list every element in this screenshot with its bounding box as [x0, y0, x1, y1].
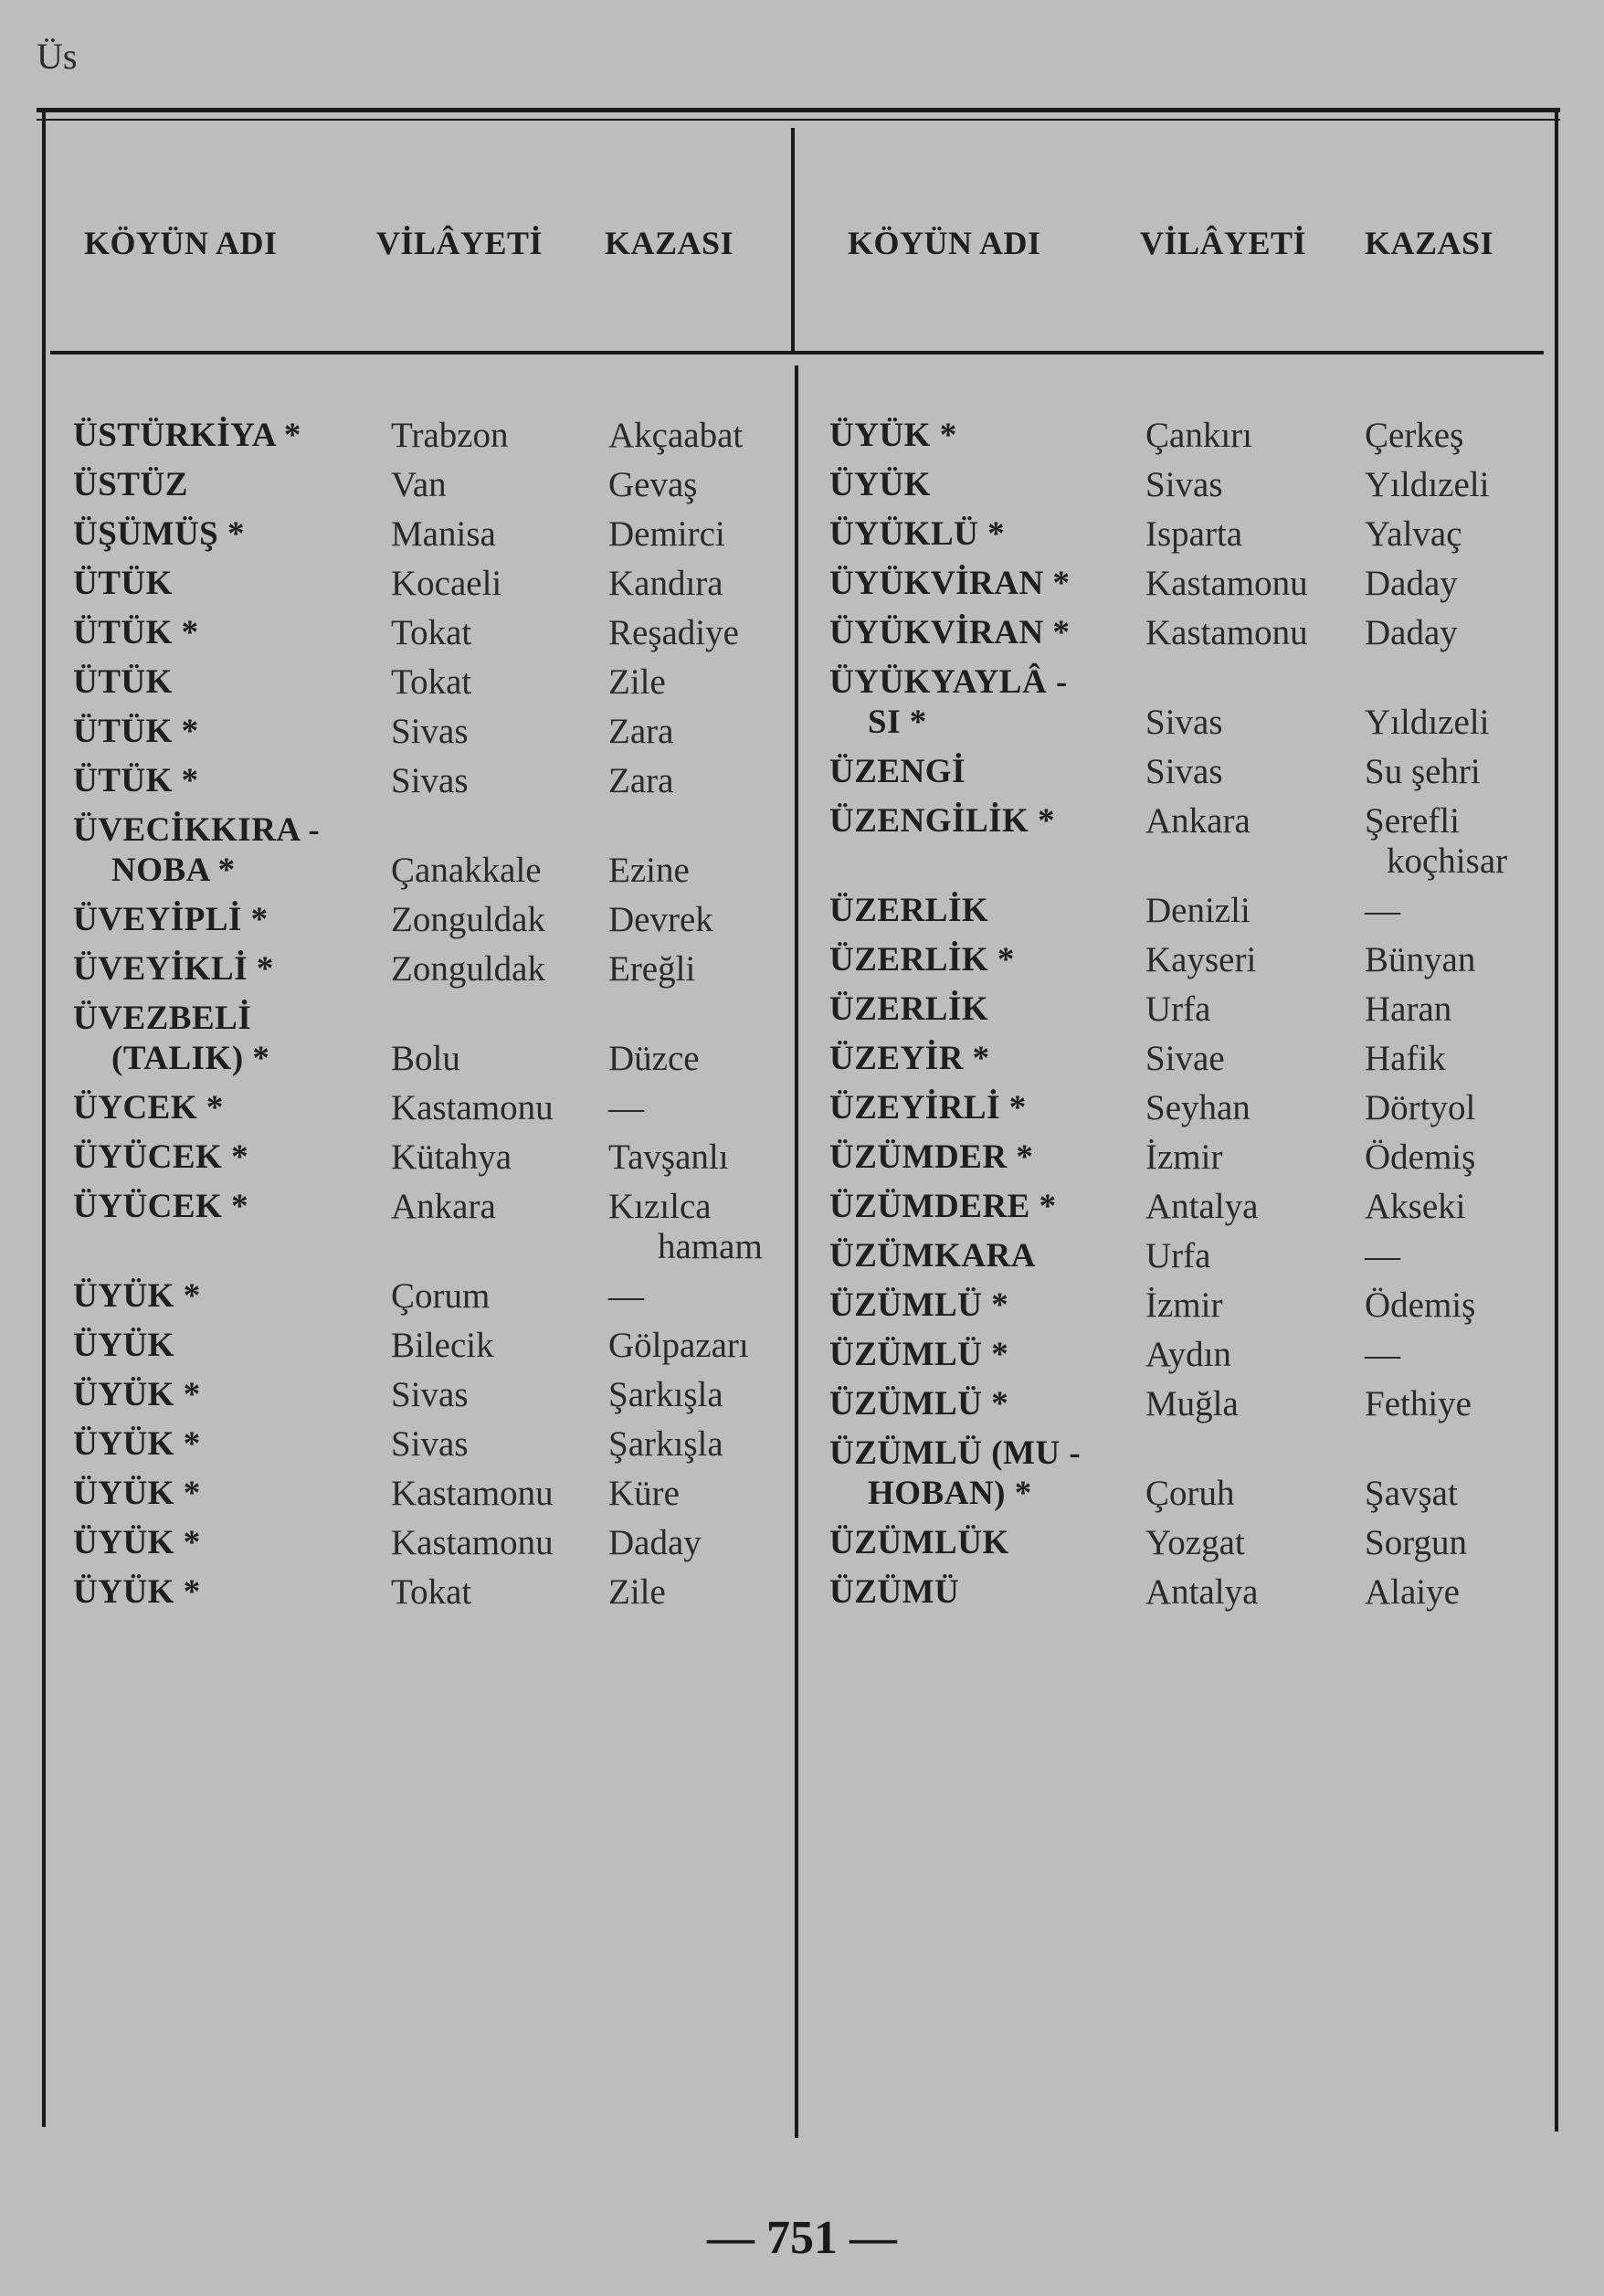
district: Su şehri — [1365, 752, 1481, 791]
province-text: Ankara — [391, 1187, 496, 1226]
village-name: ÜYÜK * — [73, 1425, 201, 1463]
district: Zara — [608, 761, 674, 800]
village-name: ÜYÜKVİRAN * — [829, 565, 1071, 602]
district: Kandıra — [608, 564, 723, 603]
district: Zile — [608, 662, 666, 702]
district: Daday — [1365, 613, 1458, 652]
province: Urfa — [1145, 989, 1211, 1029]
province: Kastamonu — [391, 1474, 554, 1513]
province: Yozgat — [1145, 1523, 1245, 1562]
village-name: ÜZERLİK — [829, 892, 989, 929]
village-name-multiline — [829, 1429, 1140, 1518]
left-district-column — [608, 411, 791, 1617]
village-name: ÜZENGİ — [829, 753, 966, 790]
village-name: ÜYÜCEK * — [73, 1138, 249, 1176]
village-name: ÜVEYİPLİ * — [73, 901, 269, 938]
province-text: Çanakkale — [391, 851, 542, 890]
village-name: ÜZERLİK * — [829, 941, 1015, 979]
district: — — [1365, 1335, 1400, 1374]
district: Akçaabat — [608, 416, 744, 455]
left-village-column — [73, 411, 375, 1617]
district-line1: Kızılca — [608, 1187, 712, 1226]
district: Tavşanlı — [608, 1137, 729, 1177]
province: Kastamonu — [1145, 564, 1308, 603]
province: Çankırı — [1145, 416, 1252, 455]
district: Yalvaç — [1365, 514, 1462, 554]
village-name: ÜŞÜMÜŞ * — [73, 515, 245, 553]
district-text: Yıldızeli — [1365, 703, 1490, 742]
district: Zara — [608, 712, 674, 751]
district: Şarkışla — [608, 1424, 723, 1464]
village-name: ÜTÜK * — [73, 713, 199, 750]
village-name: ÜZÜMKARA — [829, 1237, 1036, 1275]
village-name: ÜVEYİKLİ * — [73, 950, 274, 988]
district — [608, 806, 791, 895]
province: Kastamonu — [391, 1088, 554, 1127]
district — [1365, 658, 1547, 747]
village-name: ÜYÜK — [73, 1327, 174, 1364]
district-text: Düzce — [608, 1039, 700, 1078]
province-text: Sivas — [1145, 703, 1223, 742]
district: — — [608, 1276, 644, 1316]
header-province-right: VİLÂYETİ — [1140, 225, 1307, 261]
village-name: ÜZÜMLÜ * — [829, 1286, 1009, 1324]
province: Urfa — [1145, 1236, 1211, 1275]
village-name: ÜZÜMLÜK — [829, 1524, 1009, 1561]
province: Sivas — [1145, 465, 1223, 504]
village-name: ÜYÜK * — [829, 417, 957, 454]
village-name: ÜZÜMLÜ * — [829, 1336, 1009, 1373]
header-village-right: KÖYÜN ADI — [848, 225, 1041, 261]
district: Fethiye — [1365, 1384, 1472, 1423]
village-name-multiline — [73, 994, 375, 1084]
village-name: ÜYÜKVİRAN * — [829, 614, 1071, 651]
village-name: ÜZEYİR * — [829, 1040, 990, 1077]
district: Zile — [608, 1572, 666, 1612]
village-name: ÜYÜK — [829, 466, 931, 503]
province: Antalya — [1145, 1187, 1259, 1226]
header-village-left: KÖYÜN ADI — [84, 225, 278, 261]
province: Sivas — [391, 712, 469, 751]
header-province-left: VİLÂYETİ — [376, 225, 543, 261]
right-village-column — [829, 411, 1140, 1617]
province — [1145, 797, 1361, 886]
village-name: ÜYÜK * — [73, 1277, 201, 1315]
province: Tokat — [391, 1572, 472, 1612]
header-district-left: KAZASI — [605, 225, 734, 261]
province: Aydın — [1145, 1335, 1231, 1374]
province: Sivas — [391, 1375, 469, 1414]
right-border — [1555, 108, 1558, 2132]
province: İzmir — [1145, 1137, 1223, 1177]
district-line1: Şerefli — [1365, 801, 1460, 841]
district-line2: hamam — [658, 1227, 763, 1266]
province: Zonguldak — [391, 949, 545, 989]
village-name-line1: ÜYÜKYAYLÂ - — [829, 663, 1068, 701]
village-name-line2: SI * — [868, 704, 927, 741]
province: Tokat — [391, 613, 472, 652]
village-name-line1: ÜVEZBELİ — [73, 1000, 252, 1037]
district: Şarkışla — [608, 1375, 723, 1414]
district: Ödemiş — [1365, 1137, 1476, 1177]
village-name: ÜZÜMÜ — [829, 1573, 960, 1611]
district: Daday — [1365, 564, 1458, 603]
top-rule-thin — [37, 119, 1560, 121]
district-text: Şavşat — [1365, 1474, 1458, 1513]
district: Dörtyol — [1365, 1088, 1476, 1127]
village-name: ÜZEYİRLİ * — [829, 1089, 1027, 1127]
district-multiline — [1365, 797, 1547, 886]
district: Akseki — [1365, 1187, 1466, 1226]
village-name: ÜYCEK * — [73, 1089, 224, 1127]
province: Van — [391, 465, 447, 504]
district: Gevaş — [608, 465, 698, 504]
province: Trabzon — [391, 416, 509, 455]
province: Çorum — [391, 1276, 491, 1316]
province — [391, 806, 601, 895]
district — [1365, 1429, 1547, 1518]
province: Kastamonu — [391, 1523, 554, 1562]
village-name: ÜYÜKLÜ * — [829, 515, 1006, 553]
village-name: ÜTÜK * — [73, 762, 199, 799]
village-name: ÜYÜK * — [73, 1573, 201, 1611]
header-divider — [791, 128, 795, 351]
body-divider — [795, 365, 798, 2138]
province: Kocaeli — [391, 564, 502, 603]
district-multiline — [608, 1182, 791, 1272]
district: Ereğli — [608, 949, 696, 989]
village-name-line2: (TALIK) * — [111, 1040, 270, 1077]
header-district-right: KAZASI — [1365, 225, 1494, 261]
village-name: ÜTÜK * — [73, 614, 199, 651]
district: Demirci — [608, 514, 725, 554]
district: Devrek — [608, 900, 713, 939]
village-name: ÜYÜK * — [73, 1475, 201, 1512]
village-name-line1: ÜZÜMLÜ (MU - — [829, 1434, 1082, 1472]
district: Ödemiş — [1365, 1286, 1476, 1325]
province: Kastamonu — [1145, 613, 1308, 652]
village-name: ÜTÜK — [73, 663, 173, 701]
province — [1145, 1429, 1361, 1518]
village-name-multiline — [73, 806, 375, 895]
district: — — [1365, 1236, 1400, 1275]
province: Sivae — [1145, 1039, 1225, 1078]
village-name: ÜYÜK * — [73, 1376, 201, 1413]
district: Çerkeş — [1365, 416, 1464, 455]
province: Sivas — [391, 761, 469, 800]
district: Reşadiye — [608, 613, 739, 652]
village-name-multiline — [829, 658, 1140, 747]
village-name: ÜZERLİK — [829, 990, 989, 1028]
district: Bünyan — [1365, 940, 1476, 979]
province: Manisa — [391, 514, 496, 554]
village-name: ÜSTÜZ — [73, 466, 188, 503]
village-name — [829, 797, 1140, 886]
running-head: Üs — [37, 36, 78, 77]
district: Daday — [608, 1523, 702, 1562]
province: Kütahya — [391, 1137, 512, 1177]
district: Hafik — [1365, 1039, 1446, 1078]
district: Yıldızeli — [1365, 465, 1490, 504]
province: Sivas — [1145, 752, 1223, 791]
village-name: ÜZÜMDER * — [829, 1138, 1034, 1176]
district: Gölpazarı — [608, 1326, 749, 1365]
province — [391, 994, 601, 1084]
district: Küre — [608, 1474, 680, 1513]
village-name: ÜZÜMLÜ * — [829, 1385, 1009, 1423]
district-line2: koçhisar — [1387, 841, 1508, 881]
district: — — [1365, 891, 1400, 930]
province: Isparta — [1145, 514, 1243, 554]
right-province-column — [1145, 411, 1361, 1617]
district — [608, 994, 791, 1084]
province-text: Bolu — [391, 1039, 460, 1078]
district: Alaiye — [1365, 1572, 1460, 1612]
village-name — [73, 1182, 375, 1272]
page-number: — 751 — — [707, 2212, 897, 2264]
district: Haran — [1365, 989, 1452, 1029]
province: İzmir — [1145, 1286, 1223, 1325]
province-text: Çoruh — [1145, 1474, 1235, 1513]
province — [391, 1182, 601, 1272]
village-name-line2: HOBAN) * — [868, 1475, 1032, 1512]
province: Antalya — [1145, 1572, 1259, 1612]
village-name-line1: ÜVECİKKIRA - — [73, 811, 321, 849]
district: — — [608, 1088, 644, 1127]
left-border — [42, 108, 46, 2127]
top-rule — [37, 108, 1560, 112]
province: Bilecik — [391, 1326, 494, 1365]
province — [1145, 658, 1361, 747]
left-province-column — [391, 411, 601, 1617]
province: Muğla — [1145, 1384, 1239, 1423]
province: Seyhan — [1145, 1088, 1250, 1127]
province: Tokat — [391, 662, 472, 702]
province: Zonguldak — [391, 900, 545, 939]
village-name: ÜTÜK — [73, 565, 173, 602]
right-district-column — [1365, 411, 1547, 1617]
province: Kayseri — [1145, 940, 1257, 979]
village-name-text: ÜYÜCEK * — [73, 1188, 249, 1225]
village-name: ÜZÜMDERE * — [829, 1188, 1057, 1225]
village-name: ÜYÜK * — [73, 1524, 201, 1561]
village-name-text: ÜZENGİLİK * — [829, 802, 1056, 840]
village-name-line2: NOBA * — [111, 852, 236, 889]
province: Sivas — [391, 1424, 469, 1464]
header-bottom-rule — [50, 351, 1544, 354]
province-text: Ankara — [1145, 801, 1250, 841]
district-text: Ezine — [608, 851, 690, 890]
district: Sorgun — [1365, 1523, 1467, 1562]
province: Denizli — [1145, 891, 1250, 930]
village-name: ÜSTÜRKİYA * — [73, 417, 301, 454]
